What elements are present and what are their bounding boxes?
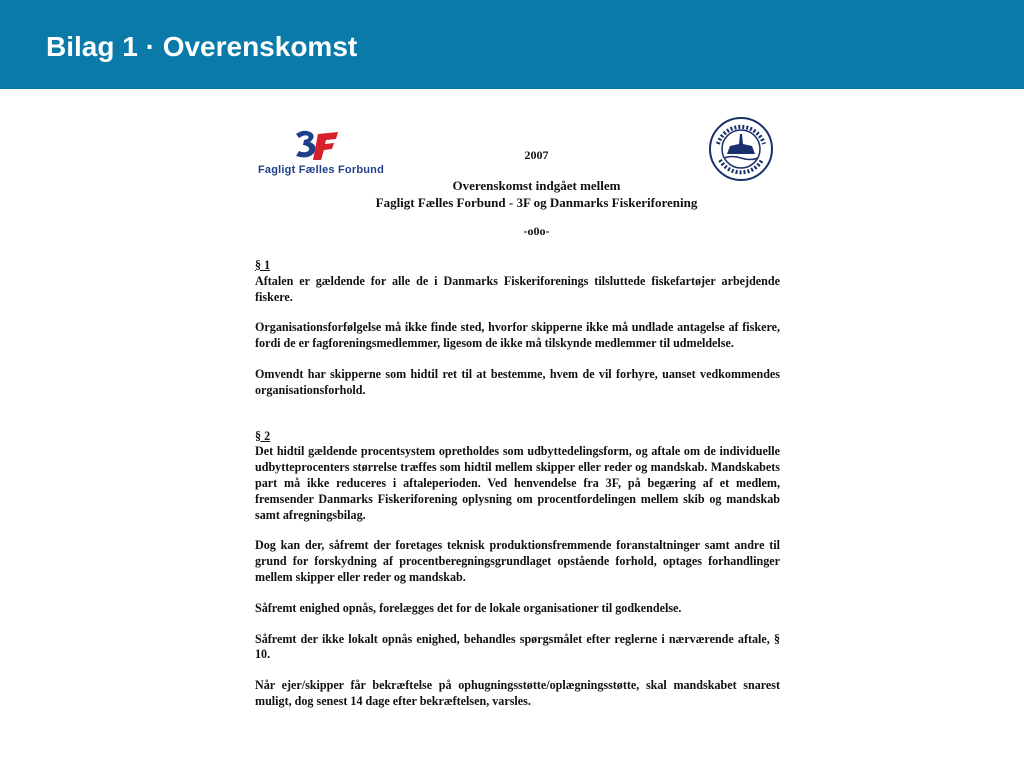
3f-logo-text: Fagligt Fælles Forbund bbox=[258, 164, 385, 176]
slide-header bbox=[0, 0, 1024, 89]
agreement-heading-line2: Fagligt Fælles Forbund - 3F og Danmarks Fiskeriforening bbox=[375, 195, 698, 210]
document-year: 2007 bbox=[524, 148, 549, 162]
section-1-heading: § 1 bbox=[255, 258, 271, 272]
section-2-heading: § 2 bbox=[255, 428, 271, 443]
scanned-agreement-document bbox=[255, 112, 780, 752]
section-1-paragraph-1: Aftalen er gældende for alle de i Danmarks Fiskeriforenings tilsluttede fiskefartøjer arbejdende fiskere. bbox=[255, 273, 780, 304]
section-2-paragraph-1: Det hidtil gældende procentsystem opretholdes som udbyttedelingsform, og aftale om de individuelle udbytteprocenters størrelse træffes som hidtil mellem skipper eller reder og mandskab. Mandskabets part må ikke reduceres i aftaleperioden. Ved henvendelse fra 3F, på begæring af et medlem, fremsender Danmarks Fiskeriforening oplysning om procentfordelingen mellem skib og mandskab samt afregningsbilag. bbox=[255, 444, 780, 522]
agreement-heading-line1: Overenskomst indgået mellem bbox=[452, 178, 621, 193]
slide-title: Bilag 1 · Overenskomst bbox=[46, 31, 358, 62]
section-1-paragraph-3: Omvendt har skipperne som hidtil ret til at bestemme, hvem de vil forhyre, uanset vedkommendes organisationsforhold. bbox=[255, 366, 780, 397]
section-2-paragraph-3: Såfremt enighed opnås, forelægges det for de lokale organisationer til godkendelse. bbox=[255, 600, 682, 615]
agreement-body bbox=[255, 258, 780, 725]
section-2-paragraph-4: Såfremt der ikke lokalt opnås enighed, behandles spørgsmålet efter reglerne i nærværende aftale, § 10. bbox=[255, 631, 780, 662]
section-2-paragraph-5: Når ejer/skipper får bekræftelse på ophugningsstøtte/oplægningsstøtte, skal mandskabet snarest muligt, dog senest 14 dage efter bekræftelsen, varsles. bbox=[255, 678, 780, 708]
section-2-paragraph-2: Dog kan der, såfremt der foretages teknisk produktionsfremmende foranstaltninger samt andre til grund for forskydning af procentberegningsgrundlaget opstående forhold, optages forhandlinger mellem skipper eller reder og mandskab. bbox=[255, 538, 780, 584]
section-1-paragraph-2: Organisationsforfølgelse må ikke finde sted, hvorfor skipperne ikke må undlade antagelse af fiskere, fordi de er fagforeningsmedlemmer, ligesom de ikke må tilskynde medlemmer til udmeldelse. bbox=[255, 320, 780, 351]
separator-mark: -o0o- bbox=[523, 224, 550, 238]
